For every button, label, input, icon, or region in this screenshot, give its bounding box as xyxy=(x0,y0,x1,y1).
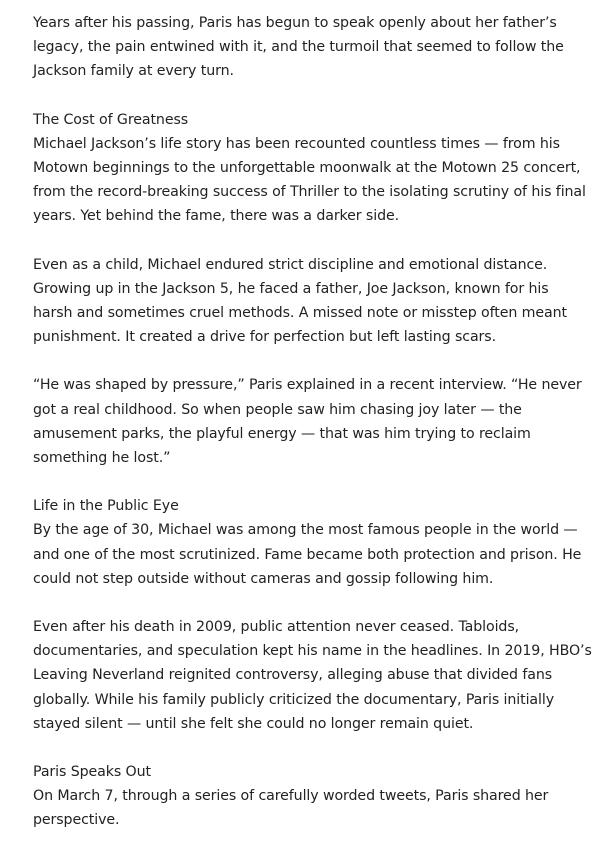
text-line: legacy, the pain entwined with it, and the turmoil that seemed to follow the xyxy=(33,39,564,56)
text-line: harsh and sometimes cruel methods. A missed note or misstep often meant xyxy=(33,305,567,322)
text-line: globally. While his family publicly criticized the documentary, Paris initially xyxy=(33,691,554,708)
text-line: Jackson family at every turn. xyxy=(33,63,234,80)
text-line: got a real childhood. So when people saw him chasing joy later — the xyxy=(33,401,522,418)
section-paris-speaks-out xyxy=(33,760,584,833)
text-line: documentaries, and speculation kept his name in the headlines. In 2019, HBO’s xyxy=(33,643,592,660)
section-heading: Paris Speaks Out xyxy=(33,764,151,781)
text-line: Even after his death in 2009, public attention never ceased. Tabloids, xyxy=(33,619,520,636)
text-line: Years after his passing, Paris has begun to speak openly about her father’s xyxy=(33,15,557,31)
text-line: By the age of 30, Michael was among the most famous people in the world — xyxy=(33,522,578,539)
text-line: years. Yet behind the fame, there was a darker side. xyxy=(33,208,400,225)
text-line: something he lost.” xyxy=(33,450,171,467)
text-line: stayed silent — until she felt she could no longer remain quiet. xyxy=(33,715,474,732)
text-line: amusement parks, the playful energy — that was him trying to reclaim xyxy=(33,425,531,442)
text-line: On March 7, through a series of carefully worded tweets, Paris shared her xyxy=(33,788,549,805)
text-line: Michael Jackson’s life story has been recounted countless times — from his xyxy=(33,135,560,152)
section-cost-of-greatness xyxy=(33,108,584,229)
paragraph-childhood xyxy=(33,253,584,350)
text-line: perspective. xyxy=(33,812,120,829)
paragraph-quote xyxy=(33,373,584,470)
text-line: from the record-breaking success of Thriller to the isolating scrutiny of his final xyxy=(33,184,586,201)
text-line: and one of the most scrutinized. Fame became both protection and prison. He xyxy=(33,546,582,563)
paragraph-after-death xyxy=(33,615,592,736)
section-heading: The Cost of Greatness xyxy=(33,111,189,128)
text-line: could not step outside without cameras and gossip following him. xyxy=(33,570,494,587)
section-heading: Life in the Public Eye xyxy=(33,498,179,515)
section-public-eye xyxy=(33,494,584,591)
paragraph-intro xyxy=(33,11,584,84)
text-line: Even as a child, Michael endured strict discipline and emotional distance. xyxy=(33,256,548,273)
text-line: Leaving Neverland reignited controversy, alleging abuse that divided fans xyxy=(33,667,553,684)
text-line: punishment. It created a drive for perfection but left lasting scars. xyxy=(33,329,496,346)
text-line: “He was shaped by pressure,” Paris explained in a recent interview. “He never xyxy=(33,377,582,394)
text-line: Motown beginnings to the unforgettable moonwalk at the Motown 25 concert, xyxy=(33,160,581,177)
text-line: Growing up in the Jackson 5, he faced a father, Joe Jackson, known for his xyxy=(33,280,549,297)
